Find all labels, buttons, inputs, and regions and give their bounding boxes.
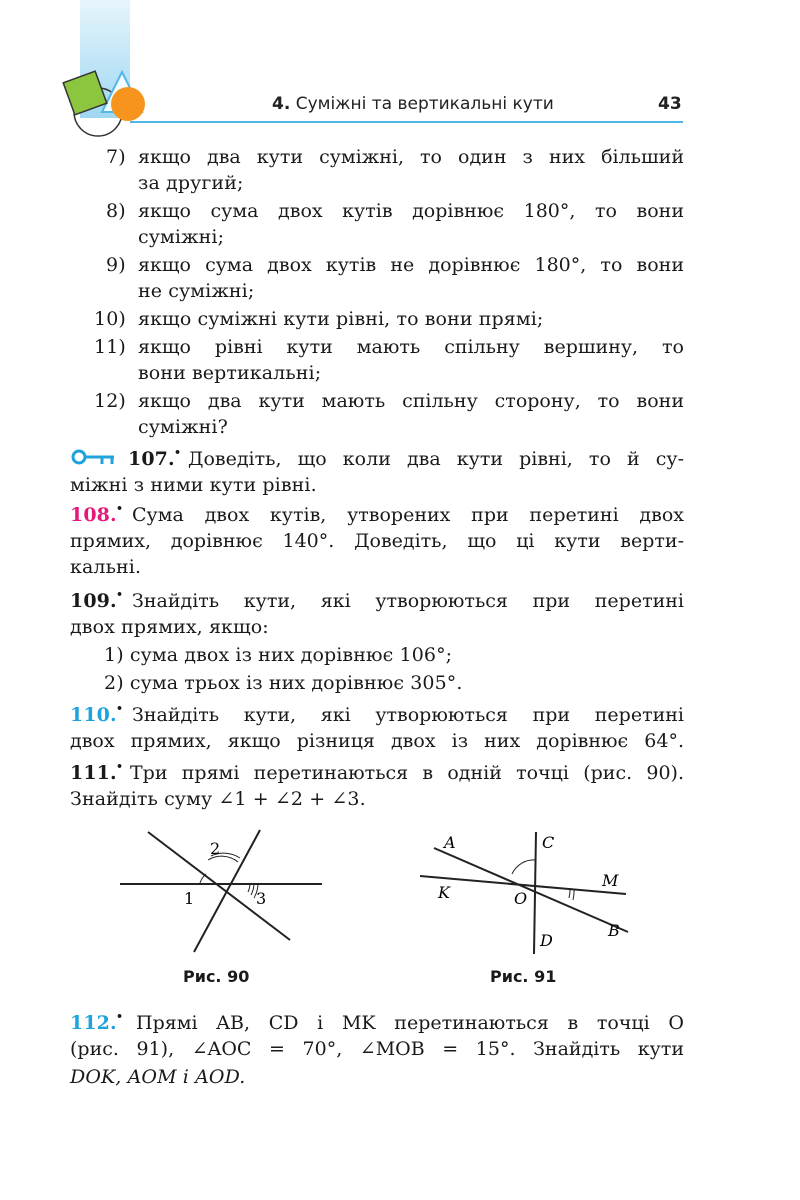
list-number: 12) xyxy=(94,390,126,412)
list-item-text: вони вертикальні; xyxy=(138,362,322,384)
angle-label-1: 1 xyxy=(184,889,195,908)
header-divider xyxy=(130,121,683,123)
point-label-m: M xyxy=(602,871,619,890)
list-item-text: за другий; xyxy=(138,172,244,194)
point-label-a: A xyxy=(444,833,456,852)
angle-label-2: 2 xyxy=(210,839,221,858)
list-number: 7) xyxy=(106,146,126,168)
problem-text: Сума двох кутів, утворених при перетині двох xyxy=(132,504,684,526)
difficulty-dot: • xyxy=(116,502,124,515)
difficulty-dot: • xyxy=(174,446,182,459)
figure-91 xyxy=(420,822,650,962)
point-label-b: B xyxy=(608,921,620,940)
list-number: 8) xyxy=(106,200,126,222)
problem-number: 109. xyxy=(70,590,117,612)
list-item-text: якщо два кути суміжні, то один з них більший xyxy=(138,146,684,168)
list-item-text: суміжні; xyxy=(138,226,225,248)
difficulty-dot: • xyxy=(116,588,124,601)
list-item-text: якщо два кути мають спільну сторону, то вони xyxy=(138,390,684,412)
page-number: 43 xyxy=(658,94,682,114)
list-item-text: якщо сума двох кутів дорівнює 180°, то вони xyxy=(138,200,684,222)
problem-text: прямих, дорівнює 140°. Доведіть, що ці кути верти- xyxy=(70,530,684,552)
problem-text: міжні з ними кути рівні. xyxy=(70,474,317,496)
difficulty-dot: • xyxy=(116,1010,124,1023)
point-label-o: O xyxy=(514,889,528,908)
difficulty-dot: • xyxy=(116,760,124,773)
problem-number: 110. xyxy=(70,704,117,726)
problem-text: Три прямі перетинаються в одній точці (рис. 90). xyxy=(130,762,684,784)
key-icon xyxy=(70,448,120,468)
problem-text: (рис. 91), ∠AOC = 70°, ∠MOB = 15°. Знайдіть кути xyxy=(70,1038,684,1060)
problem-text: DOK, AOM і AOD. xyxy=(70,1066,246,1088)
chapter-title: 4. Суміжні та вертикальні кути xyxy=(272,94,554,114)
list-item-text: якщо суміжні кути рівні, то вони прямі; xyxy=(138,308,544,330)
point-label-k: K xyxy=(438,883,450,902)
problem-number: 108. xyxy=(70,504,117,526)
sub-item: 1) сума двох із них дорівнює 106°; xyxy=(104,644,453,666)
list-item-text: не суміжні; xyxy=(138,280,255,302)
problem-number: 112. xyxy=(70,1012,117,1034)
problem-text: Доведіть, що коли два кути рівні, то й су- xyxy=(188,448,684,470)
point-label-c: C xyxy=(542,833,555,852)
problem-text: кальні. xyxy=(70,556,142,578)
problem-text: Знайдіть кути, які утворюються при перетині xyxy=(132,704,684,726)
list-number: 9) xyxy=(106,254,126,276)
problem-text: двох прямих, якщо різниця двох із них дорівнює 64°. xyxy=(70,730,684,752)
list-item-text: якщо сума двох кутів не дорівнює 180°, то вони xyxy=(138,254,684,276)
figure-91-caption: Рис. 91 xyxy=(490,967,557,986)
problem-number: 111. xyxy=(70,762,117,784)
figure-90 xyxy=(120,822,330,962)
problem-text: Знайдіть суму ∠1 + ∠2 + ∠3. xyxy=(70,788,366,810)
list-number: 10) xyxy=(94,308,126,330)
point-label-d: D xyxy=(540,931,553,950)
figure-90-caption: Рис. 90 xyxy=(183,967,250,986)
sub-item: 2) сума трьох із них дорівнює 305°. xyxy=(104,672,463,694)
angle-label-3: 3 xyxy=(256,889,267,908)
chapter-logo-icon xyxy=(60,60,160,140)
list-number: 11) xyxy=(94,336,126,358)
problem-text: Прямі AB, CD і MK перетинаються в точці O xyxy=(136,1012,684,1034)
list-item-text: суміжні? xyxy=(138,416,228,438)
problem-text: двох прямих, якщо: xyxy=(70,616,269,638)
difficulty-dot: • xyxy=(116,702,124,715)
problem-text: Знайдіть кути, які утворюються при перетині xyxy=(132,590,684,612)
problem-number: 107. xyxy=(128,448,175,470)
list-item-text: якщо рівні кути мають спільну вершину, то xyxy=(138,336,684,358)
